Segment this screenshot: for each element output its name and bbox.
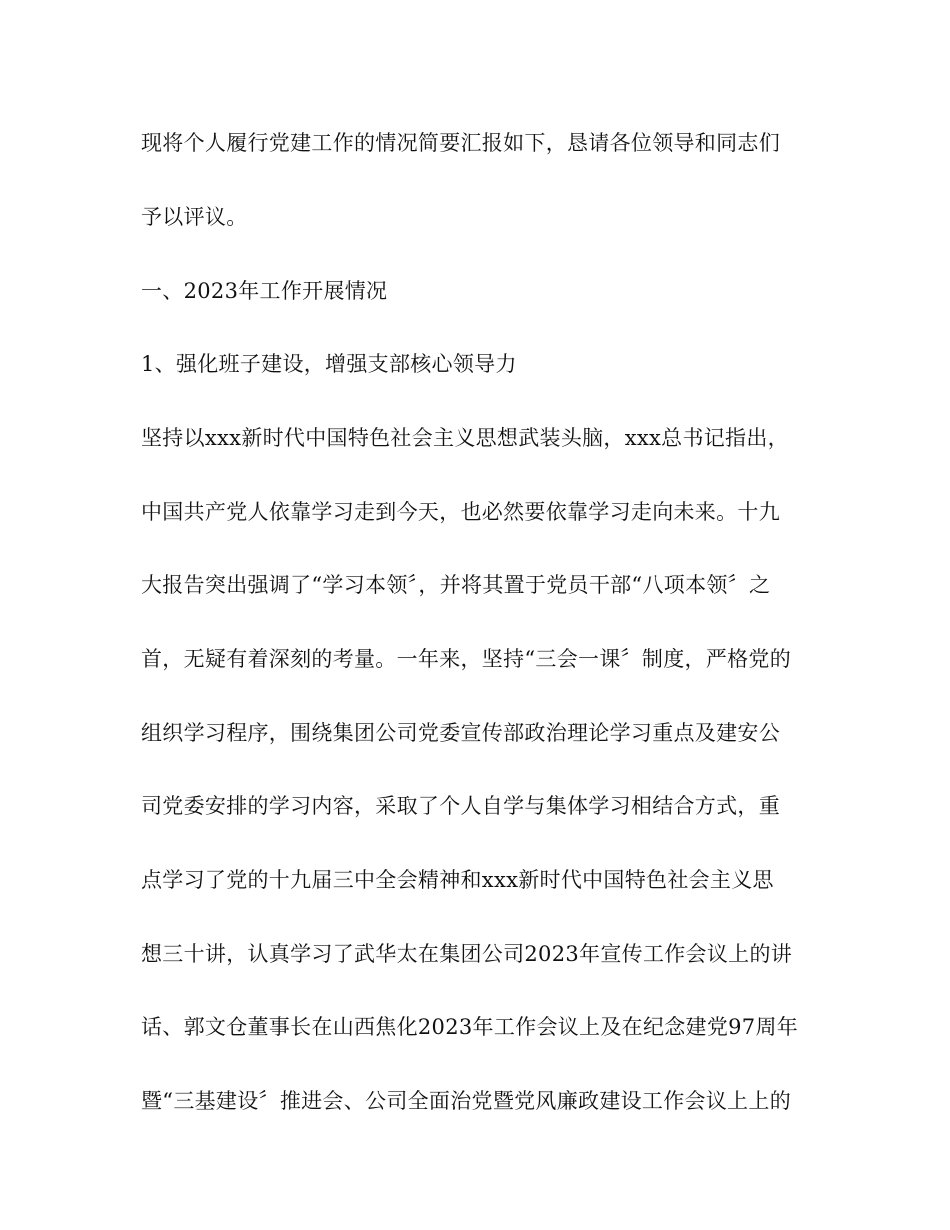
paragraph-line-1: 现将个人履行党建工作的情况简要汇报如下，恳请各位领导和同志们 <box>141 131 780 155</box>
paragraph-line-5: 坚持以xxx新时代中国特色社会主义思想武装头脑，xxx总书记指出， <box>141 426 789 450</box>
subsection-heading: 1、强化班子建设，增强支部核心领导力 <box>141 352 517 376</box>
paragraph-line-6: 中国共产党人依靠学习走到今天，也必然要依靠学习走向未来。十九 <box>141 500 780 524</box>
paragraph-line-10: 司党委安排的学习内容，采取了个人自学与集体学习相结合方式，重 <box>141 794 780 818</box>
paragraph-line-9: 组织学习程序，围绕集团公司党委宣传部政治理论学习重点及建安公 <box>141 721 780 745</box>
paragraph-line-2: 予以评议。 <box>141 205 248 229</box>
paragraph-line-14: 暨“三基建设〞推进会、公司全面治党暨党风廉政建设工作会议上上的 <box>141 1089 792 1113</box>
paragraph-line-7: 大报告突出强调了“学习本领〞，并将其置于党员干部“八项本领〞之 <box>141 573 771 597</box>
paragraph-line-13: 话、郭文仓董事长在山西焦化2023年工作会议上及在纪念建党97周年 <box>141 1015 799 1039</box>
paragraph-line-8: 首，无疑有着深刻的考量。一年来，坚持“三会一课〞制度，严格党的 <box>141 647 792 671</box>
paragraph-line-12: 想三十讲，认真学习了武华太在集团公司2023年宣传工作会议上的讲 <box>141 942 793 966</box>
section-heading: 一、2023年工作开展情况 <box>141 279 388 303</box>
paragraph-line-11: 点学习了党的十九届三中全会精神和xxx新时代中国特色社会主义思 <box>141 868 774 892</box>
